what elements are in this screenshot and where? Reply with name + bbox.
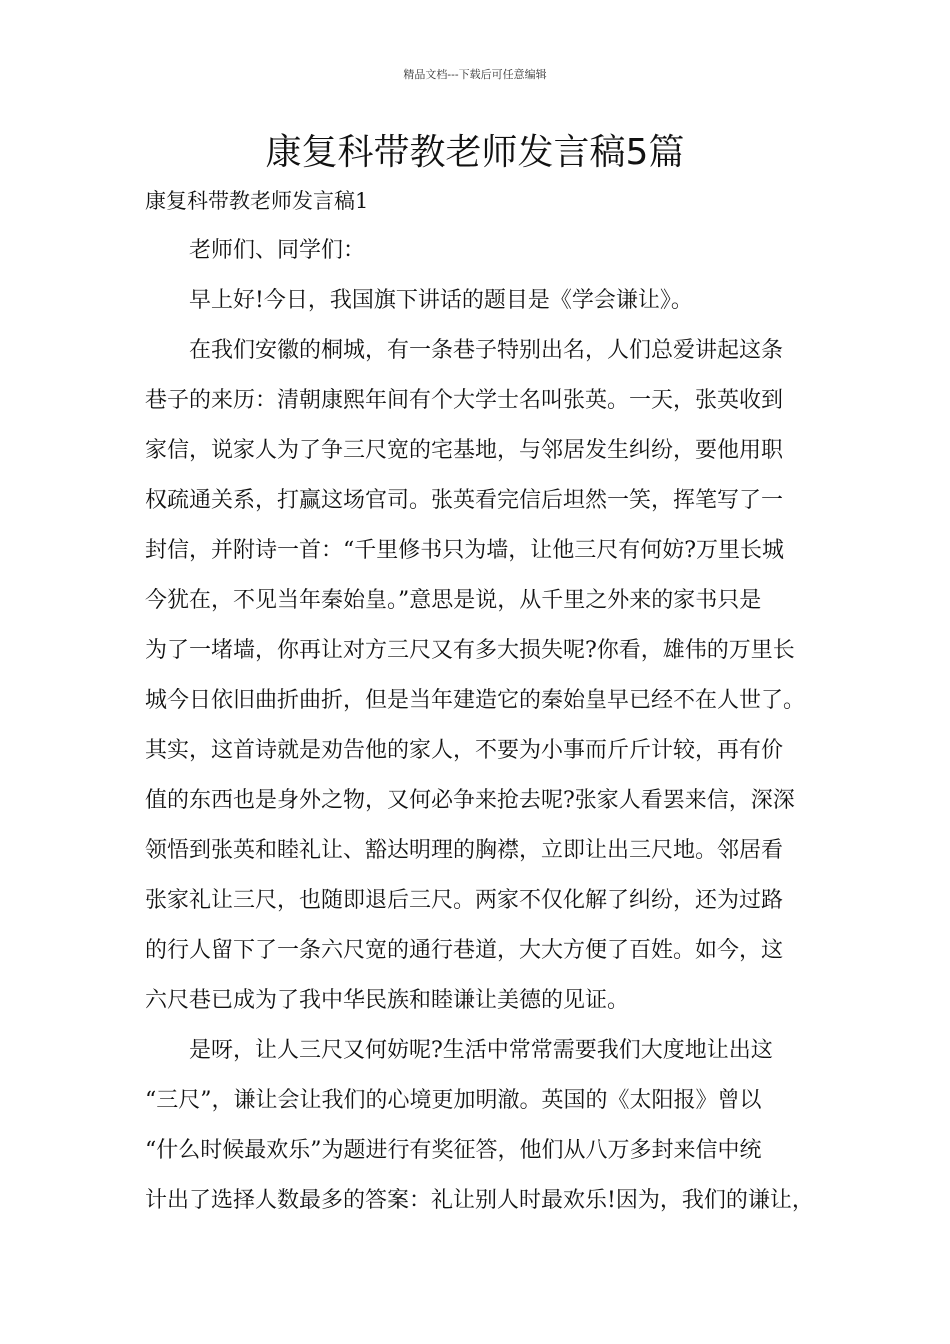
section-heading: 康复科带教老师发言稿1	[145, 189, 369, 213]
body-text	[145, 226, 825, 1226]
paragraph-line: 为了一堵墙，你再让对方三尺又有多大损失呢?你看，雄伟的万里长	[145, 638, 795, 663]
paragraph-line: 值的东西也是身外之物，又何必争来抢去呢?张家人看罢来信，深深	[145, 788, 795, 813]
paragraph-story	[145, 326, 825, 1026]
paragraph-greeting	[145, 226, 825, 276]
paragraph-line: 是呀，让人三尺又何妨呢?生活中常常需要我们大度地让出这	[189, 1038, 773, 1063]
paragraph-line: “三尺”，谦让会让我们的心境更加明澈。英国的《太阳报》曾以	[145, 1088, 762, 1113]
paragraph-line: 在我们安徽的桐城，有一条巷子特别出名，人们总爱讲起这条	[189, 338, 784, 363]
paragraph-line: 早上好!今日，我国旗下讲话的题目是《学会谦让》。	[189, 288, 693, 313]
paragraph-line: 的行人留下了一条六尺宽的通行巷道，大大方便了百姓。如今，这	[145, 938, 784, 963]
paragraph-line: 六尺巷已成为了我中华民族和睦谦让美德的见证。	[145, 988, 630, 1013]
paragraph-line: 巷子的来历：清朝康熙年间有个大学士名叫张英。一天，张英收到	[145, 388, 784, 413]
paragraph-line: 老师们、同学们：	[189, 238, 366, 263]
paragraph-line: 家信，说家人为了争三尺宽的宅基地，与邻居发生纠纷，要他用职	[145, 438, 784, 463]
paragraph-line: 计出了选择人数最多的答案：礼让别人时最欢乐!因为，我们的谦让，	[145, 1188, 814, 1213]
paragraph-line: 封信，并附诗一首：“千里修书只为墙，让他三尺有何妨?万里长城	[145, 538, 785, 563]
paragraph-reflection	[145, 1026, 825, 1226]
paragraph-line: 权疏通关系，打赢这场官司。张英看完信后坦然一笑，挥笔写了一	[145, 488, 784, 513]
header-note: 精品文档---下载后可任意编辑	[403, 68, 547, 81]
paragraph-line: 城今日依旧曲折曲折，但是当年建造它的秦始皇早已经不在人世了。	[145, 688, 806, 713]
paragraph-line: “什么时候最欢乐”为题进行有奖征答，他们从八万多封来信中统	[145, 1138, 762, 1163]
paragraph-line: 今犹在，不见当年秦始皇。”意思是说，从千里之外来的家书只是	[145, 588, 762, 613]
paragraph-line: 其实，这首诗就是劝告他的家人，不要为小事而斤斤计较，再有价	[145, 738, 784, 763]
document-title: 康复科带教老师发言稿5篇	[265, 132, 685, 173]
paragraph-line: 领悟到张英和睦礼让、豁达明理的胸襟，立即让出三尺地。邻居看	[145, 838, 784, 863]
paragraph-line: 张家礼让三尺，也随即退后三尺。两家不仅化解了纠纷，还为过路	[145, 888, 784, 913]
paragraph-opening	[145, 276, 825, 326]
